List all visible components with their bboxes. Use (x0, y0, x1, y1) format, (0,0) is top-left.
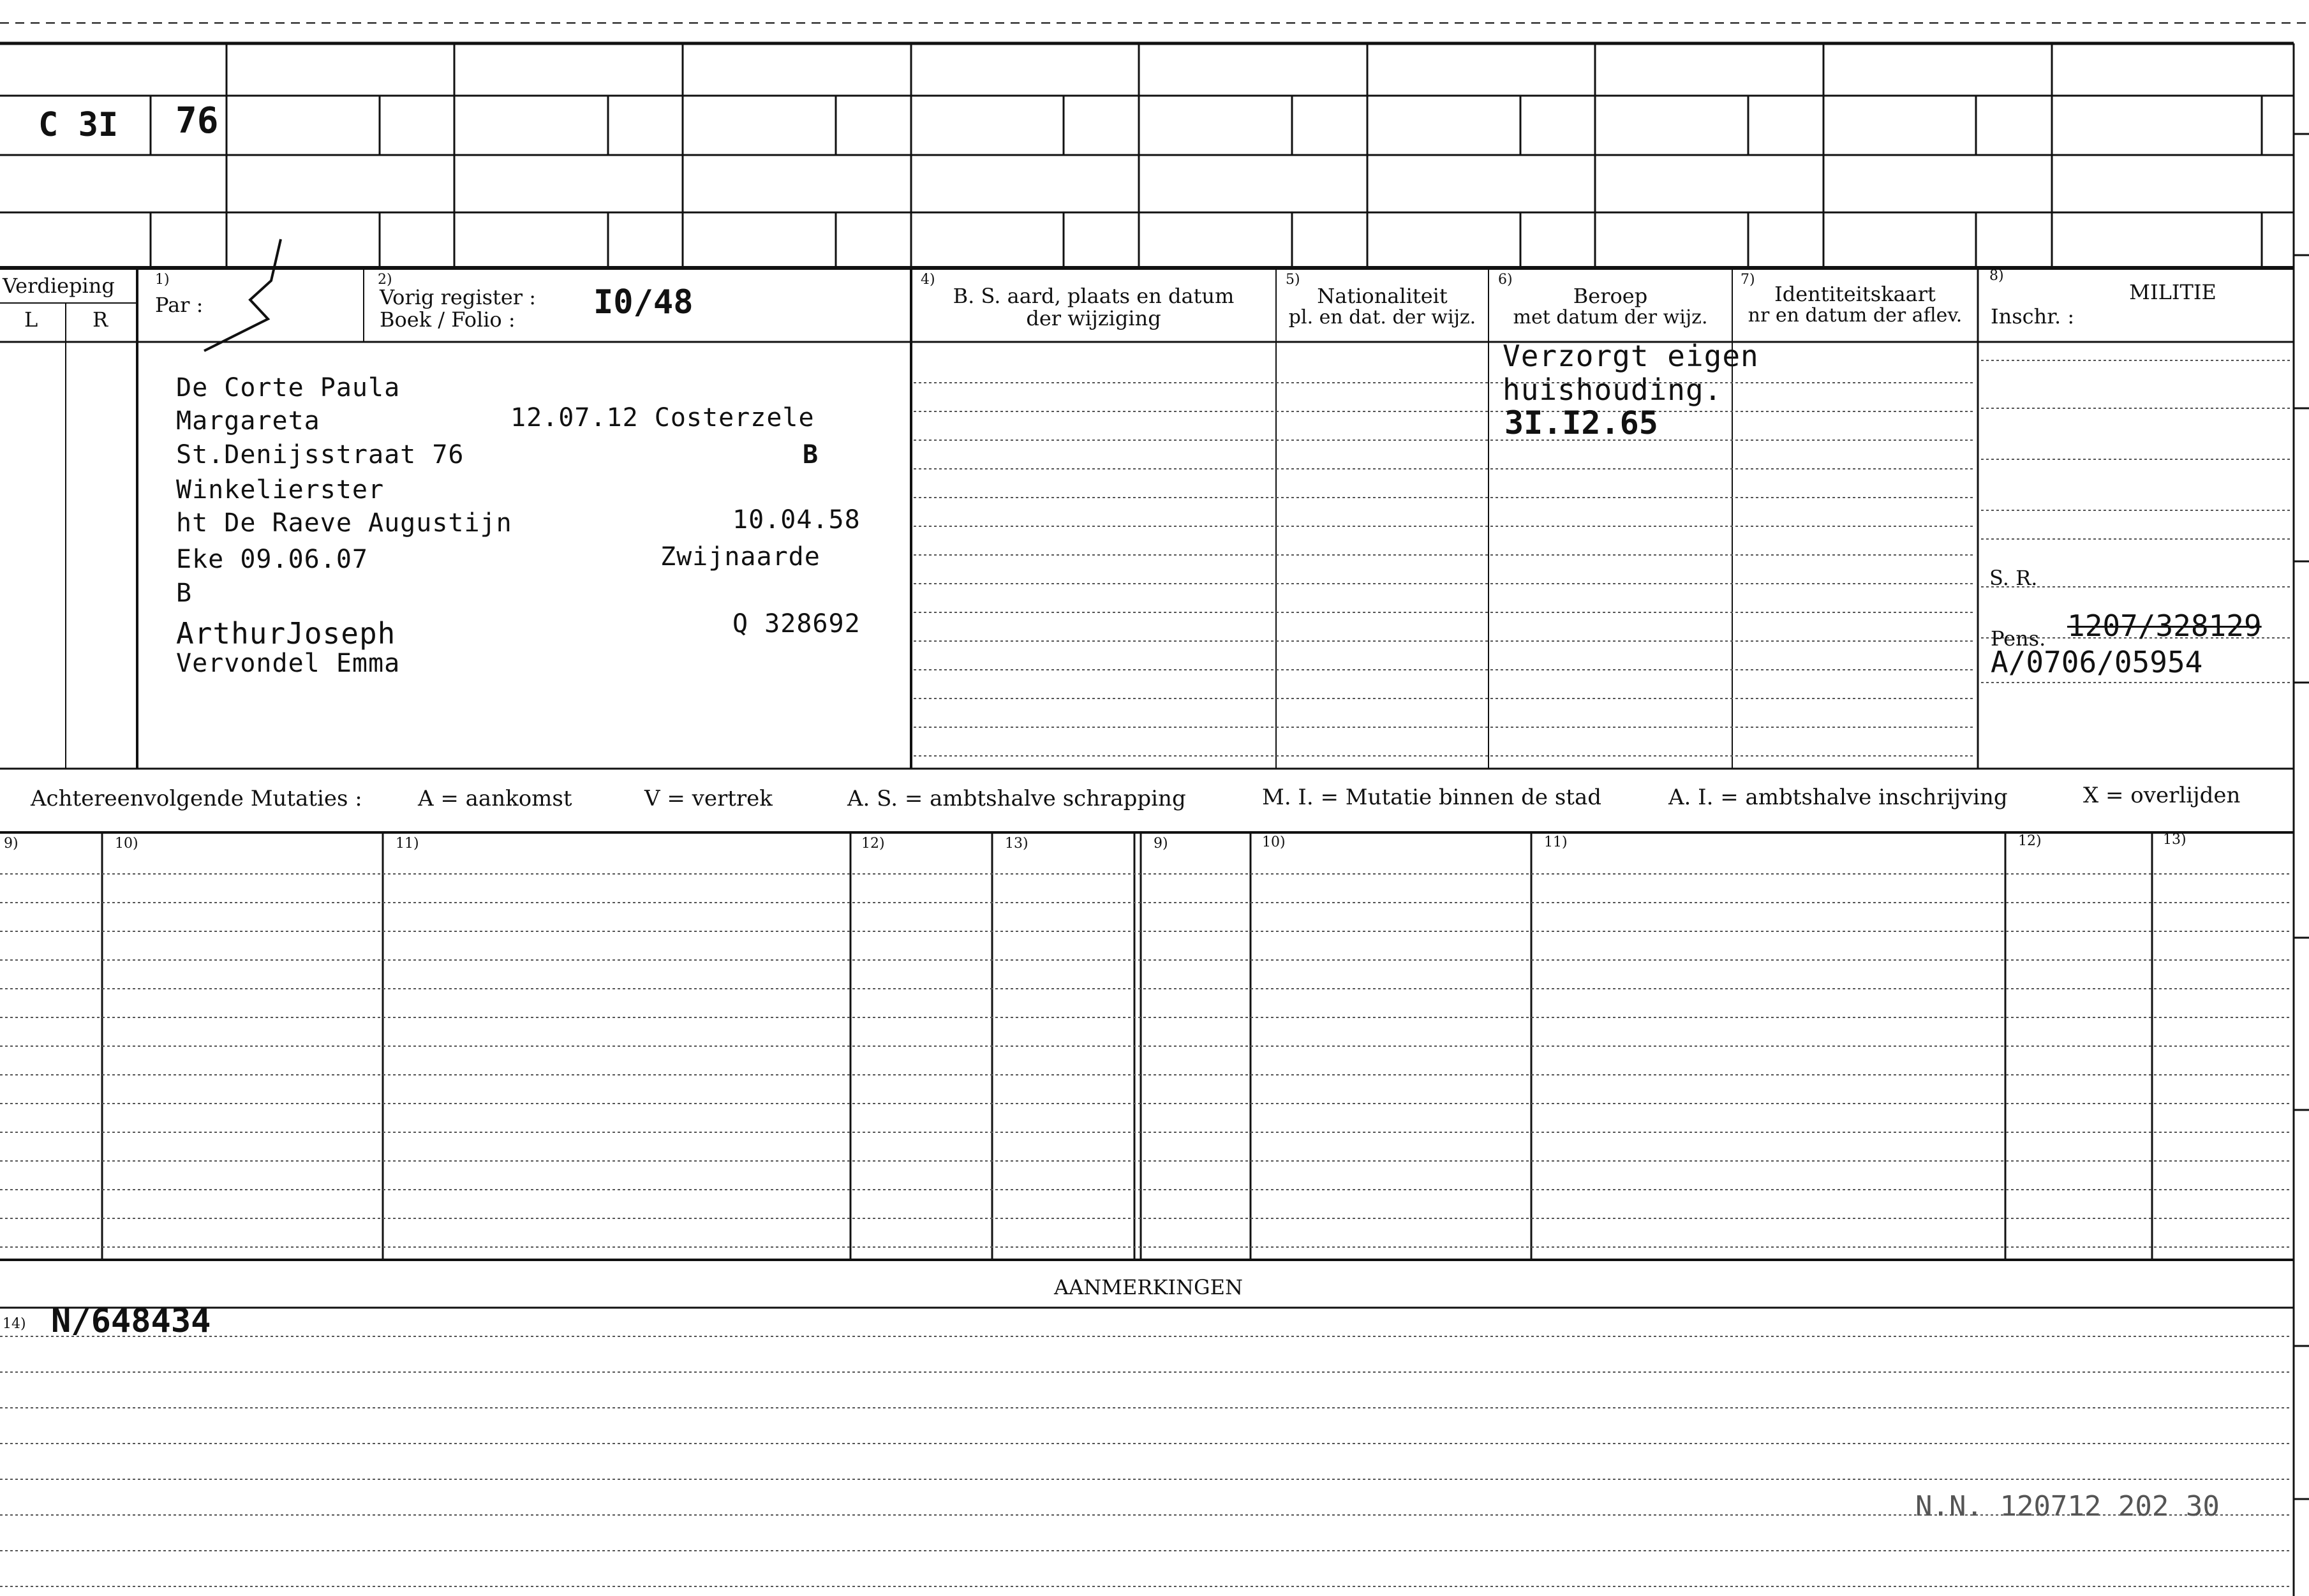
legend-overlijden: X = overlijden (2083, 783, 2241, 808)
legend-ambtshalve-schrapping: A. S. = ambtshalve schrapping (847, 786, 1186, 811)
mutatie-col-number: 12) (2018, 833, 2042, 849)
header-verdieping-r: R (93, 307, 108, 332)
mutatie-col-number: 12) (861, 836, 885, 852)
person-marriage: Eke 09.06.07 (176, 545, 368, 574)
person-occupation: Winkelierster (176, 475, 385, 505)
mutatie-col-number: 11) (396, 836, 419, 852)
person-birth: 12.07.12 Costerzele (510, 403, 815, 432)
militie-pens-label: Pens. (1991, 626, 2046, 651)
header-par: Par : (155, 293, 204, 317)
header-nationaliteit: Nationaliteit (1317, 284, 1448, 308)
mutatie-col-number: 11) (1544, 834, 1568, 850)
mutatie-col-number: 13) (2163, 832, 2186, 848)
person-address: St.Denijsstraat 76 (176, 440, 464, 469)
beroep-date: 3I.I2.65 (1504, 404, 1658, 441)
header-nationaliteit-sub: pl. en dat. der wijz. (1288, 306, 1476, 329)
mutaties-label: Achtereenvolgende Mutaties : (31, 786, 362, 811)
code-left: C 3I (38, 106, 119, 144)
header-verdieping-l: L (24, 307, 38, 332)
aanmerkingen-title: AANMERKINGEN (1054, 1275, 1243, 1299)
vorig-register-value: I0/48 (593, 283, 694, 321)
header-identiteitskaart: Identiteitskaart (1774, 282, 1936, 306)
person-name-line1: De Corte Paula (176, 373, 401, 403)
person-mother: Vervondel Emma (176, 649, 401, 678)
person-spouse: ht De Raeve Augustijn (176, 508, 512, 538)
person-mark: B (803, 440, 819, 469)
header-col6-number: 6) (1498, 272, 1513, 288)
mutatie-col-number: 9) (4, 836, 19, 852)
militie-sr-label: S. R. (1989, 566, 2038, 590)
person-id-number: Q 328692 (732, 609, 861, 639)
militie-pens-struck: 1207/328129 (2067, 609, 2262, 643)
person-spouse-date: 10.04.58 (732, 505, 861, 535)
aanmerkingen-number: 14) (3, 1316, 26, 1332)
header-beroep: Beroep (1573, 284, 1648, 308)
header-militie: MILITIE (2129, 280, 2216, 304)
header-col1-number: 1) (155, 272, 170, 288)
header-beroep-sub: met datum der wijz. (1513, 306, 1708, 329)
header-der-wijziging: der wijziging (1026, 306, 1161, 330)
beroep-line1: Verzorgt eigen (1503, 339, 1759, 373)
header-boek-folio: Boek / Folio : (380, 307, 516, 332)
legend-vertrek: V = vertrek (644, 786, 773, 811)
header-col2-number: 2) (378, 272, 392, 288)
header-inschr: Inschr. : (1991, 304, 2075, 329)
person-father: ArthurJoseph (176, 616, 396, 651)
mutatie-col-number: 9) (1154, 836, 1168, 852)
mutatie-col-number: 10) (115, 836, 138, 852)
header-bs-aard: B. S. aard, plaats en datum (953, 284, 1235, 308)
beroep-line2: huishouding. (1503, 373, 1723, 407)
header-vorig-register: Vorig register : (380, 285, 537, 309)
person-flag: B (176, 579, 193, 608)
header-col8-number: 8) (1989, 268, 2004, 284)
person-name-line2: Margareta (176, 406, 320, 436)
header-col5-number: 5) (1286, 272, 1300, 288)
aanmerkingen-stamp: N.N. 120712 202 30 (1915, 1490, 2220, 1523)
militie-pens-value: A/0706/05954 (1991, 645, 2203, 679)
legend-aankomst: A = aankomst (418, 786, 572, 811)
code-right: 76 (175, 100, 219, 142)
person-marriage-place: Zwijnaarde (660, 542, 820, 572)
legend-ambtshalve-inschrijving: A. I. = ambtshalve inschrijving (1668, 785, 2008, 810)
mutatie-col-number: 10) (1262, 834, 1286, 850)
header-col7-number: 7) (1741, 272, 1755, 288)
header-verdieping: Verdieping (3, 274, 115, 298)
aanmerkingen-value: N/648434 (51, 1302, 211, 1340)
header-identiteitskaart-sub: nr en datum der aflev. (1748, 304, 1963, 327)
legend-mutatie-stad: M. I. = Mutatie binnen de stad (1262, 785, 1601, 810)
mutatie-col-number: 13) (1005, 836, 1028, 852)
header-col4-number: 4) (921, 272, 935, 288)
